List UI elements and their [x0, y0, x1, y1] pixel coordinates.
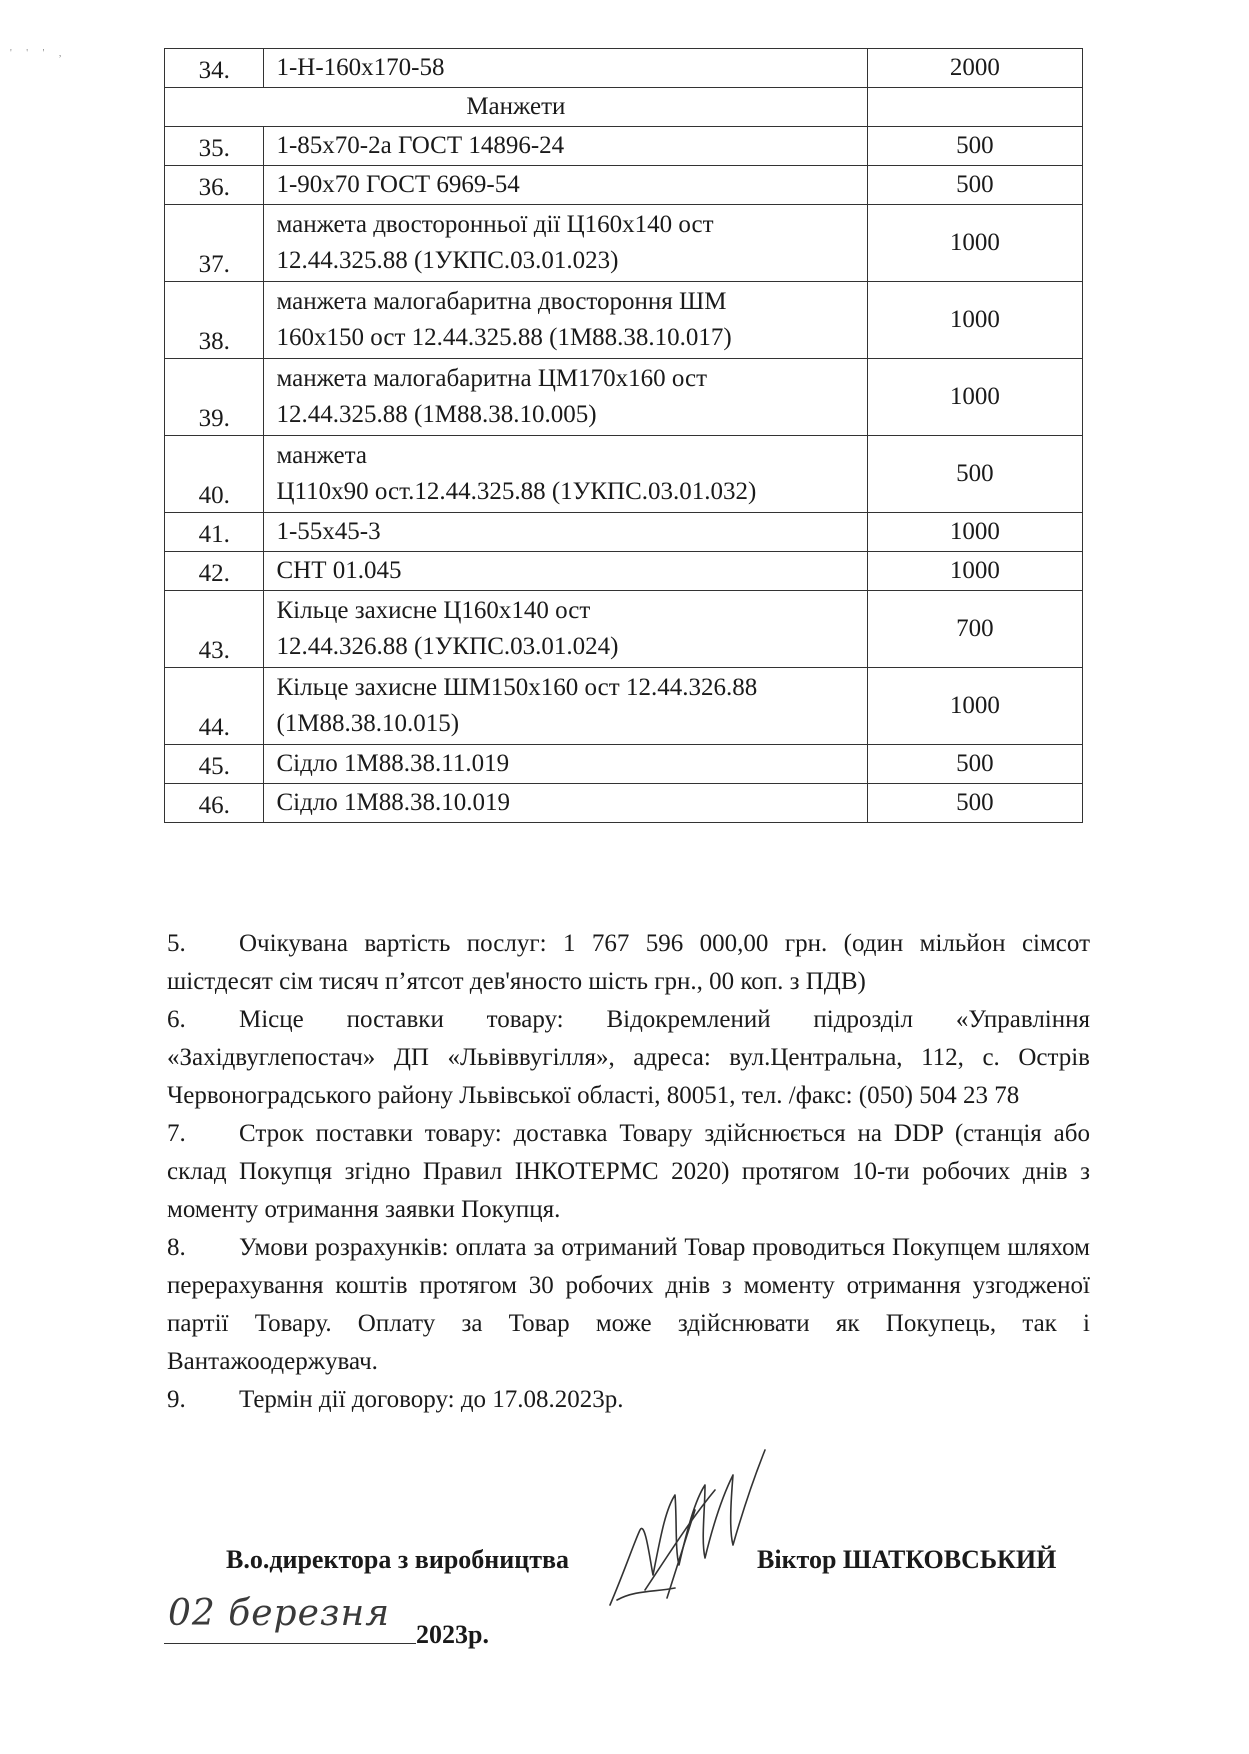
item-name-line: СНТ 01.045	[276, 556, 402, 584]
row-number: 38.	[165, 282, 264, 359]
term-paragraph	[167, 1229, 1090, 1381]
handwritten-date-text: 02 березня	[168, 1593, 391, 1634]
item-name	[264, 205, 867, 282]
item-quantity: 1000	[867, 513, 1082, 552]
table-row	[165, 49, 1083, 88]
row-number: 40.	[165, 436, 264, 513]
item-quantity: 1000	[867, 282, 1082, 359]
item-name	[264, 359, 867, 436]
item-quantity: 500	[867, 166, 1082, 205]
item-name-line: Сідло 1М88.38.11.019	[276, 749, 510, 777]
item-name-line: 12.44.326.88 (1УКПС.03.01.024)	[276, 633, 619, 660]
item-quantity: 1000	[867, 668, 1082, 745]
term-paragraph	[167, 925, 1090, 1001]
item-name	[264, 166, 867, 205]
item-name-line: манжета малогабаритна ЦМ170х160 ост	[276, 364, 708, 392]
terms-section	[167, 925, 1090, 1419]
table-row	[165, 359, 1083, 436]
table-row	[165, 166, 1083, 205]
item-quantity: 1000	[867, 359, 1082, 436]
item-name	[264, 784, 867, 823]
table-row	[165, 668, 1083, 745]
item-name	[264, 591, 867, 668]
table-row	[165, 127, 1083, 166]
item-name-line: Сідло 1М88.38.10.019	[276, 788, 511, 816]
signer-name: Віктор ШАТКОВСЬКИЙ	[757, 1545, 1057, 1574]
term-paragraph	[167, 1115, 1090, 1229]
row-number: 37.	[165, 205, 264, 282]
item-name	[264, 668, 867, 745]
term-text: Термін дії договору: до 17.08.2023р.	[239, 1386, 624, 1413]
scan-specks: ' ' ' ,	[10, 48, 68, 59]
date-underline	[164, 1643, 416, 1644]
row-number: 41.	[165, 513, 264, 552]
item-name-line: 1-90х70 ГОСТ 6969-54	[276, 170, 520, 198]
item-name-line: 160х150 ост 12.44.325.88 (1М88.38.10.017)	[276, 324, 732, 351]
item-quantity: 500	[867, 745, 1082, 784]
item-name	[264, 127, 867, 166]
table-row	[165, 282, 1083, 359]
item-name	[264, 282, 867, 359]
item-name-line: 1-85х70-2а ГОСТ 14896-24	[276, 131, 565, 159]
item-quantity: 1000	[867, 205, 1082, 282]
item-quantity: 1000	[867, 552, 1082, 591]
term-number: 9.	[167, 1386, 186, 1413]
term-paragraph	[167, 1001, 1090, 1115]
row-number: 39.	[165, 359, 264, 436]
item-quantity: 500	[867, 127, 1082, 166]
date-year: 2023р.	[416, 1620, 489, 1649]
item-name	[264, 513, 867, 552]
term-paragraph	[167, 1381, 1090, 1419]
item-name-line: Кільце захисне ШМ150х160 ост 12.44.326.88	[276, 673, 758, 701]
items-table	[164, 48, 1083, 823]
table-row	[165, 745, 1083, 784]
item-name-line: (1М88.38.10.015)	[276, 710, 460, 737]
table-row	[165, 205, 1083, 282]
item-name-line: 1-55х45-3	[276, 517, 381, 545]
item-quantity: 500	[867, 784, 1082, 823]
term-number: 8.	[167, 1234, 186, 1261]
term-number: 5.	[167, 930, 186, 957]
term-text: Очікувана вартість послуг: 1 767 596 000,00 грн. (один мільйон сімсот шістдесят сім тисяч п’ятсот дев'яносто шість грн., 00 коп. з ПДВ)	[167, 930, 1090, 995]
row-number: 46.	[165, 784, 264, 823]
term-text: Місце поставки товару: Відокремлений підрозділ «Управління «Західвуглепостач» ДП «Львіввугілля», адреса: вул.Центральна, 112, с. Острів Червоноградського району Львівської області, 80051, тел. /факс: (050) 504 23 78	[167, 1006, 1090, 1109]
handwritten-signature	[605, 1440, 775, 1610]
item-name-line: 12.44.325.88 (1М88.38.10.005)	[276, 401, 597, 428]
item-quantity: 500	[867, 436, 1082, 513]
table-row	[165, 513, 1083, 552]
row-number: 36.	[165, 166, 264, 205]
item-quantity: 700	[867, 591, 1082, 668]
section-label: Манжети	[165, 88, 868, 127]
row-number: 35.	[165, 127, 264, 166]
term-text: Строк поставки товару: доставка Товару здійснюється на DDP (станція або склад Покупця згідно Правил ІНКОТЕРМС 2020) протягом 10-ти робочих днів з моменту отримання заявки Покупця.	[167, 1120, 1090, 1223]
item-name	[264, 552, 867, 591]
row-number: 45.	[165, 745, 264, 784]
table-row	[165, 552, 1083, 591]
row-number: 34.	[165, 49, 264, 88]
section-empty-cell	[867, 88, 1082, 127]
item-name-line: 1-Н-160х170-58	[276, 53, 445, 81]
item-name	[264, 745, 867, 784]
item-quantity: 2000	[867, 49, 1082, 88]
row-number: 43.	[165, 591, 264, 668]
item-name	[264, 436, 867, 513]
item-name-line: 12.44.325.88 (1УКПС.03.01.023)	[276, 247, 619, 274]
table-section-row	[165, 88, 1083, 127]
item-name	[264, 49, 867, 88]
item-name-line: манжета двосторонньої дії Ц160х140 ост	[276, 210, 714, 238]
row-number: 42.	[165, 552, 264, 591]
term-text: Умови розрахунків: оплата за отриманий Товар проводиться Покупцем шляхом перерахування коштів протягом 30 робочих днів з моменту отримання узгодженої партії Товару. Оплату за Товар може здійснювати як Покупець, так і Вантажоодержувач.	[167, 1234, 1090, 1375]
row-number: 44.	[165, 668, 264, 745]
signer-title: В.о.директора з виробництва	[226, 1545, 570, 1574]
table-row	[165, 436, 1083, 513]
term-number: 6.	[167, 1006, 186, 1033]
item-name-line: манжета малогабаритна двостороння ШМ	[276, 287, 727, 315]
table-row	[165, 784, 1083, 823]
term-number: 7.	[167, 1120, 186, 1147]
item-name-line: манжета	[276, 441, 367, 469]
item-name-line: Ц110х90 ост.12.44.325.88 (1УКПС.03.01.032)	[276, 478, 757, 505]
table-row	[165, 591, 1083, 668]
item-name-line: Кільце захисне Ц160х140 ост	[276, 596, 591, 624]
